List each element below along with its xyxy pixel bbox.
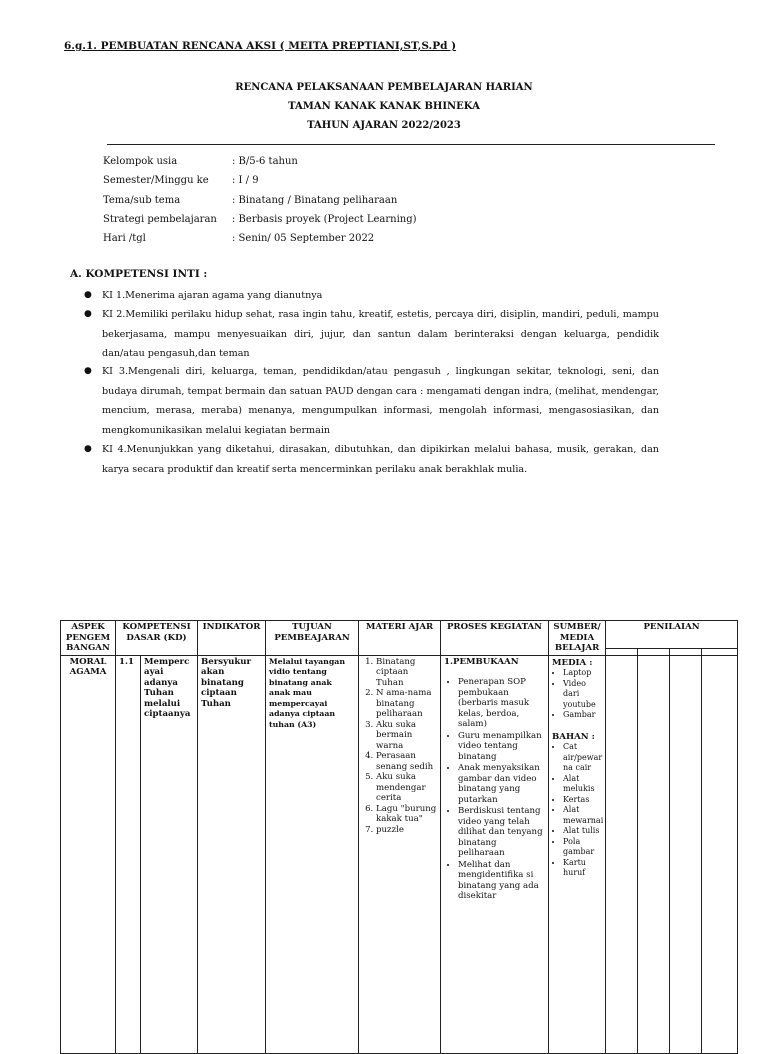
rpph-table	[60, 620, 738, 1054]
meta-value: : Binatang / Binatang peliharaan	[232, 194, 398, 206]
ki-text: KI 3.Mengenali diri, keluarga, teman, pendidikdan/atau pengasuh , lingkungan sekitar, teknologi, seni, dan budaya dirumah, tempat bermain dan satuan PAUD dengan cara : mengamati dengan indra, (melihat, mendengar, mencium, merasa, meraba) menanya, mengumpulkan informasi, mengolah informasi, mengasosiasikan, dan mengkomunikasikan melalui kegiatan bermain	[102, 366, 659, 436]
meta-label: Strategi pembelajaran	[103, 213, 217, 225]
penilaian-cell	[606, 655, 638, 1053]
list-item: • Kertas	[563, 795, 602, 806]
header-kd: KOMPETENSI DASAR (KD)	[116, 621, 198, 656]
title-line: TAMAN KANAK KANAK BHINEKA	[288, 101, 480, 112]
media-list	[552, 668, 602, 721]
list-item: • Laptop	[563, 668, 602, 679]
bahan-list	[552, 742, 602, 879]
header-tujuan: TUJUAN PEMBEAJARAN	[266, 621, 359, 656]
list-item: • Kartu huruf	[563, 858, 602, 879]
ki-item	[84, 440, 659, 479]
cell-kd-text: Memperc ayai adanya Tuhan melalui ciptaanya	[141, 655, 198, 1053]
document-header: 6.g.1. PEMBUATAN RENCANA AKSI ( MEITA PREPTIANI,ST,S.Pd )	[64, 40, 457, 52]
penilaian-cell	[670, 655, 702, 1053]
header-materi: MATERI AJAR	[359, 621, 441, 656]
bullet-icon: ●	[84, 309, 92, 319]
proses-list	[444, 677, 545, 902]
list-item: 1. Binatang ciptaan Tuhan	[376, 657, 437, 689]
list-item: • Alat melukis	[563, 774, 602, 795]
list-item: 3. Aku suka bermain warna	[376, 720, 437, 752]
ki-item	[84, 305, 659, 364]
ki-text: KI 1.Menerima ajaran agama yang dianutnya	[102, 290, 323, 301]
header-indikator: INDIKATOR	[198, 621, 266, 656]
title-line: RENCANA PELAKSANAAN PEMBELAJARAN HARIAN	[235, 82, 533, 93]
header-proses: PROSES KEGIATAN	[441, 621, 549, 656]
title-line: TAHUN AJARAN 2022/2023	[307, 120, 461, 131]
list-item: • Melihat dan mengidentifika si binatang yang ada disekitar	[458, 860, 545, 902]
list-item: 6. Lagu "burung kakak tua"	[376, 804, 437, 825]
list-item: • Penerapan SOP pembukaan (berbaris masuk kelas, berdoa, salam)	[458, 677, 545, 730]
meta-value: : Senin/ 05 September 2022	[232, 233, 375, 245]
cell-tujuan: Melalui tayangan vidio tentang binatang anak anak mau mempercayai adanya ciptaan tuhan (A3)	[266, 655, 359, 1053]
list-item: • Anak menyaksikan gambar dan video binatang yang putarkan	[458, 763, 545, 805]
penilaian-cell	[702, 655, 738, 1053]
meta-value: : I / 9	[232, 175, 259, 187]
list-item: • Cat air/pewar na cair	[563, 742, 602, 774]
cell-materi	[359, 655, 441, 1053]
header-sumber: SUMBER/ MEDIA BELAJAR	[549, 621, 606, 656]
bullet-icon: ●	[84, 444, 92, 454]
list-item: 5. Aku suka mendengar cerita	[376, 772, 437, 804]
table-row	[61, 655, 738, 1053]
ki-text: KI 4.Menunjukkan yang diketahui, dirasakan, dibutuhkan, dan dipikirkan melalui bahasa, musik, gerakan, dan karya secara produktif dan kreatif serta mencerminkan perilaku anak berakhlak mulia.	[102, 444, 659, 475]
list-item: • Pola gambar	[563, 837, 602, 858]
list-item: 2. N ama-nama binatang peliharaan	[376, 688, 437, 720]
table-header-row	[61, 621, 738, 649]
ki-text: KI 2.Memiliki perilaku hidup sehat, rasa ingin tahu, kreatif, estetis, percaya diri, disiplin, mandiri, peduli, mampu bekerjasama, mampu menyesuaikan diri, jujur, dan santun dalam berinteraksi dengan keluarga, pendidik dan/atau pengasuh,dan teman	[102, 309, 659, 359]
meta-label: Tema/sub tema	[103, 194, 181, 206]
media-title: MEDIA :	[552, 657, 593, 668]
materi-list	[362, 657, 437, 836]
cell-indikator: Bersyukur akan binatang ciptaan Tuhan	[198, 655, 266, 1053]
list-item: • Alat mewarnai	[563, 805, 602, 826]
list-item: 7. puzzle	[376, 825, 437, 836]
horizontal-rule	[107, 144, 715, 145]
bullet-icon: ●	[84, 366, 92, 376]
meta-value: : B/5-6 tahun	[232, 156, 298, 167]
list-item: • Alat tulis	[563, 826, 602, 837]
meta-label: Kelompok usia	[103, 156, 178, 167]
proses-title: 1.PEMBUKAAN	[444, 656, 519, 667]
meta-label: Hari /tgl	[103, 233, 146, 245]
list-item: • Gambar	[563, 710, 602, 721]
bullet-icon: ●	[84, 290, 92, 300]
list-item: • Video dari youtube	[563, 679, 602, 711]
title-block	[0, 78, 768, 135]
bahan-title: BAHAN :	[552, 731, 595, 742]
list-item: 4. Perasaan senang sedih	[376, 751, 437, 772]
list-item: • Guru menampilkan video tentang binatang	[458, 731, 545, 763]
header-penilaian: PENILAIAN	[606, 621, 738, 649]
meta-value: : Berbasis proyek (Project Learning)	[232, 213, 417, 225]
ki-item	[84, 362, 659, 440]
list-item: • Berdiskusi tentang video yang telah dilihat dan tenyang binatang peliharaan	[458, 806, 545, 859]
cell-kd-number: 1.1	[116, 655, 141, 1053]
penilaian-cell	[638, 655, 670, 1053]
ki-item	[84, 286, 659, 306]
cell-proses	[441, 655, 549, 1053]
meta-label: Semester/Minggu ke	[103, 175, 209, 187]
header-aspek: ASPEK PENGEM BANGAN	[61, 621, 116, 656]
cell-aspek: MORAL AGAMA	[61, 655, 116, 1053]
cell-sumber	[549, 655, 606, 1053]
section-heading: A. KOMPETENSI INTI :	[70, 268, 208, 280]
